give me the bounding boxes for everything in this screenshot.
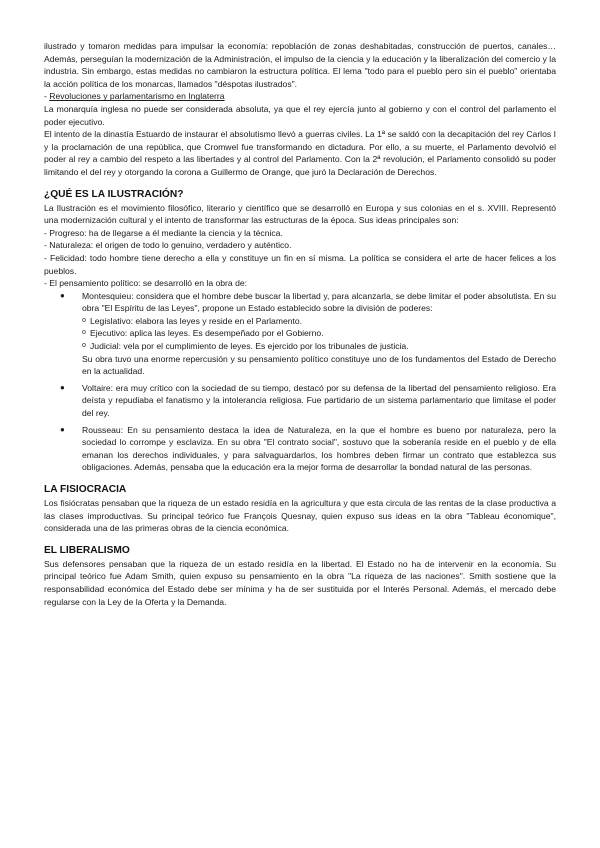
list-item-rousseau bbox=[44, 424, 556, 474]
revoluciones-subheading bbox=[44, 90, 556, 103]
bullet-icon: ● bbox=[60, 290, 65, 300]
bullet-icon: ● bbox=[60, 382, 65, 392]
thinkers-list bbox=[44, 290, 556, 474]
revoluciones-title: Revoluciones y parlamentarismo en Inglaterra bbox=[49, 91, 225, 102]
revoluciones-paragraph-1: La monarquía inglesa no puede ser considerada absoluta, ya que el rey ejercía junto al gobierno y con el control del parlamento el poder ejecutivo. bbox=[44, 103, 556, 127]
circle-bullet-icon: o bbox=[82, 329, 86, 337]
liberalismo-heading: EL LIBERALISMO bbox=[44, 544, 130, 556]
idea-pensamiento-politico: - El pensamiento político: se desarrolló en la obra de: bbox=[44, 278, 248, 289]
voltaire-text: Voltaire: era muy crítico con la sociedad de su tiempo, destacó por su defensa de la libertad del pensamiento religioso. Era deísta y repudiaba el fanatismo y la intolerancia religiosa. Fue partidario de un sistema parlamentario que limitase el poder del rey. bbox=[82, 382, 556, 419]
list-item-montesquieu bbox=[44, 290, 556, 378]
judicial-text: Judicial: vela por el cumplimiento de leyes. Es ejercido por los tribunales de justicia. bbox=[90, 341, 409, 352]
fisiocracia-heading: LA FISIOCRACIA bbox=[44, 484, 127, 495]
rousseau-text: Rousseau: En su pensamiento destaca la idea de Naturaleza, en la que el hombre es bueno por naturaleza, pero la sociedad lo corrompe y esclaviza. En su obra "El contrato social", sostuvo que la soberanía reside en el pueblo y de ella emanan los derechos individuales, y para salvaguardarlos, los hombres deben firmar un contrato que establezca sus obligaciones. Además, pensaba que la educación era la mejor forma de desarrollar la bondad natural de las personas. bbox=[82, 424, 556, 473]
idea-felicidad: - Felicidad: todo hombre tiene derecho a ella y constituye un fin en sí misma. La política se considera el arte de hacer felices a los pueblos. bbox=[44, 252, 556, 276]
ejecutivo-text: Ejecutivo: aplica las leyes. Es desempeñado por el Gobierno. bbox=[90, 328, 324, 339]
intro-paragraph: ilustrado y tomaron medidas para impulsar la economía: repoblación de zonas deshabitadas, construcción de puertos, canales… Además, perseguían la modernización de la Administración, el impulso de la ciencia y la educación y la liberalización del comercio y la industria. Sin embargo, estas medidas no cambiaron la estructura política. El lema "todo para el pueblo pero sin el pueblo" orientaba la acción política de los monarcas, llamados "déspotas ilustrados". bbox=[44, 41, 556, 89]
legislativo-text: Legislativo: elabora las leyes y reside en el Parlamento. bbox=[90, 315, 303, 326]
circle-bullet-icon: o bbox=[82, 316, 86, 324]
liberalismo-paragraph: Sus defensores pensaban que la riqueza de un estado residía en la libertad. El Estado no ha de intervenir en la economía. Su principal teórico fue Adam Smith, quien expuso su pensamiento en la obra "La riqueza de las naciones". Smith sostiene que la responsabilidad económica del Estado debe ser mínima y ha de ser sustituida por el Interés Personal. Además, el mercado debe regularse con la Ley de la Oferta y la Demanda. bbox=[44, 558, 556, 607]
list-item-legislativo bbox=[82, 315, 556, 328]
division-poderes-list bbox=[82, 315, 556, 353]
revoluciones-paragraph-2: El intento de la dinastía Estuardo de instaurar el absolutismo llevó a guerras civiles. La 1ª se saldó con la decapitación del rey Carlos I y la proclamación de una república, que Cromwel fue transformando en dictadura. Por ello, a su muerte, el Parlamento devolvió el poder al rey a cambio del respeto a las libertades y al control del Parlamento. Con la 2ª revolución, el Parlamento consolidó su poder limitando el del rey y otorgando la corona a Guillermo de Orange, que juró la Declaración de Derechos. bbox=[44, 129, 556, 177]
document-page bbox=[44, 40, 556, 608]
ilustracion-heading: ¿QUÉ ES LA ILUSTRACIÓN? bbox=[44, 188, 184, 200]
list-item-judicial bbox=[82, 340, 556, 353]
montesquieu-closing: Su obra tuvo una enorme repercusión y su pensamiento político constituye uno de los fundamentos del Estado de Derecho en la actualidad. bbox=[82, 353, 556, 377]
list-item-voltaire bbox=[44, 382, 556, 420]
idea-progreso: - Progreso: ha de llegarse a él mediante la ciencia y la técnica. bbox=[44, 227, 283, 238]
ilustracion-paragraph: La Ilustración es el movimiento filosófico, literario y científico que se desarrolló en Europa y sus colonias en el s. XVIII. Representó una modernización cultural y el intento de transformar las estructuras de la época. Sus ideas principales son: bbox=[44, 202, 556, 226]
bullet-icon: ● bbox=[60, 424, 65, 434]
fisiocracia-paragraph: Los fisiócratas pensaban que la riqueza de un estado residía en la agricultura y que esta circula de las rentas de la clase productiva a las clases improductivas. Su principal teórico fue François Quesnay, quien expuso sus ideas en la obra "Tableau économique", considerada una de las primeras obras de la ciencia económica. bbox=[44, 498, 556, 534]
idea-naturaleza: - Naturaleza: el origen de todo lo genuino, verdadero y auténtico. bbox=[44, 240, 292, 251]
revoluciones-prefix: - bbox=[44, 91, 50, 102]
circle-bullet-icon: o bbox=[82, 342, 86, 350]
list-item-ejecutivo bbox=[82, 327, 556, 340]
montesquieu-text: Montesquieu: considera que el hombre debe buscar la libertad y, para alcanzarla, se debe limitar el poder absolutista. En su obra "El Espíritu de las Leyes", propone un Estado establecido sobre la división de poderes: bbox=[82, 290, 556, 314]
